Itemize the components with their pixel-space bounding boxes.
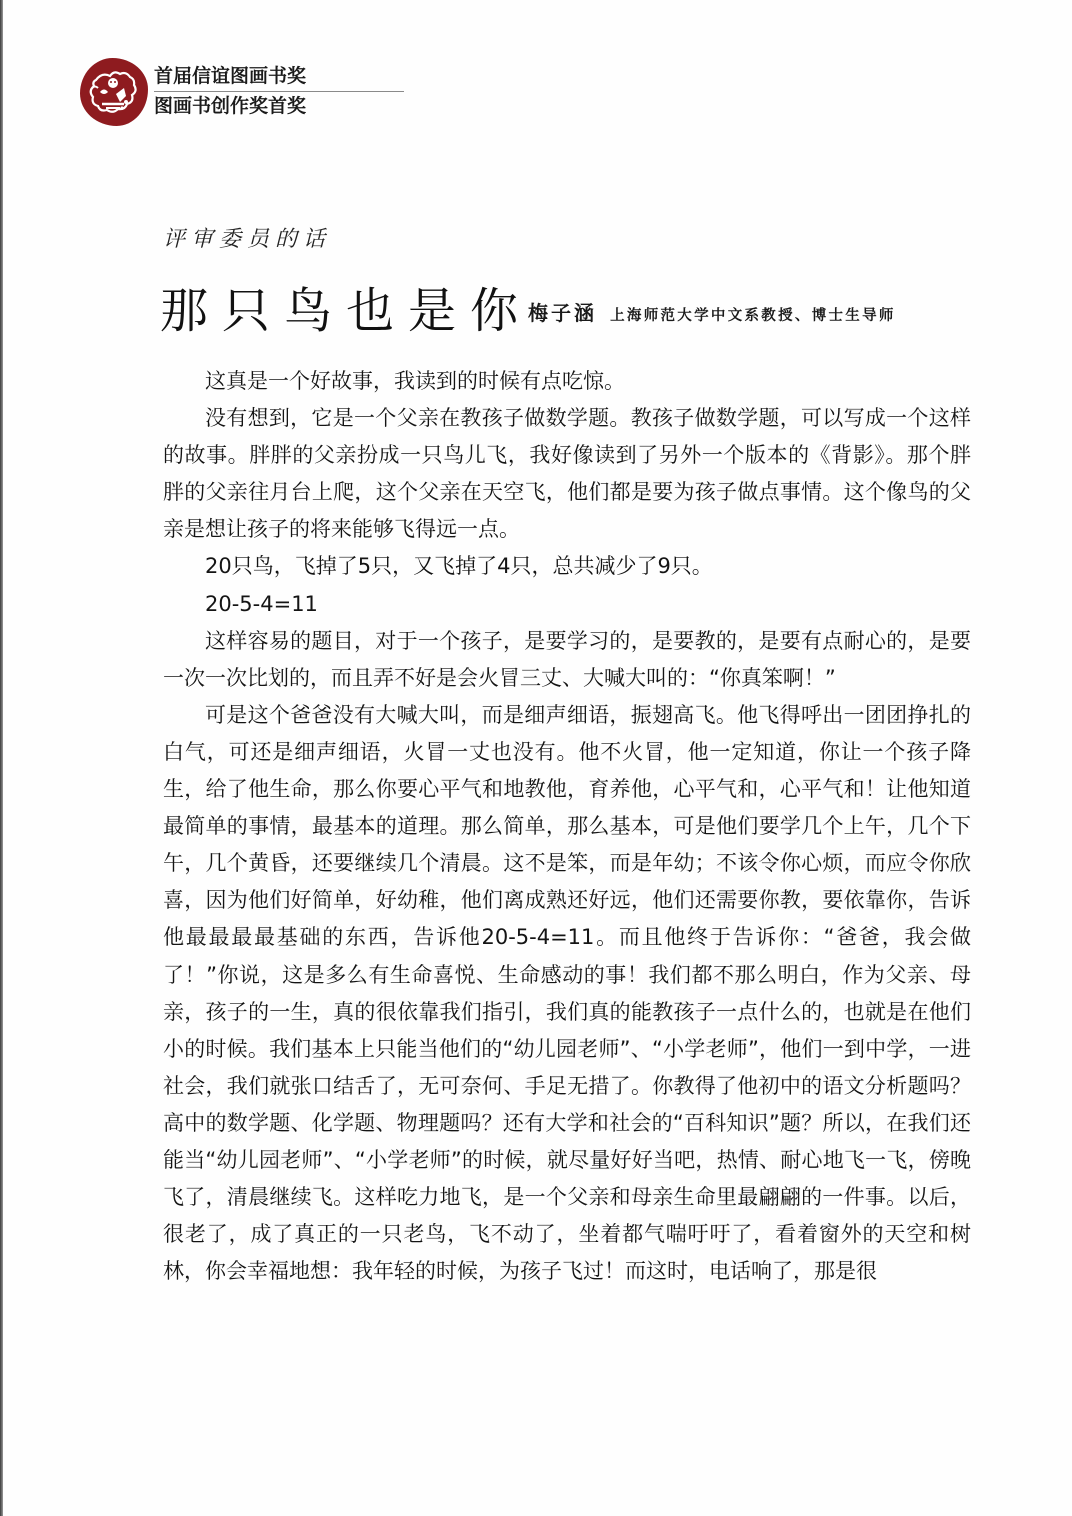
paragraph: 这真是一个好故事，我读到的时候有点吃惊。 — [205, 369, 625, 393]
paragraph: 这样容易的题目，对于一个孩子，是要学习的，是要教的，是要有点耐心的，是要一次一次比划的，而且弄不好是会火冒三丈、大喊大叫的：“你真笨啊！” — [163, 628, 971, 690]
award-title: 首届信谊图画书奖 — [154, 65, 307, 87]
paragraph: 可是这个爸爸没有大喊大叫，而是细声细语，振翅高飞。他飞得呼出一团团挣扎的白气，可还是细声细语，火冒一丈也没有。他不火冒，他一定知道，你让一个孩子降生，给了他生命，那么你要心平气和地教他，育养他，心平气和，心平气和！让他知道最简单的事情，最基本的道理。那么简单，那么基本，可是他们要学几个上午，几个下午，几个黄昏，还要继续几个清晨。这不是笨，而是年幼；不该令你心烦，而应令你欣喜，因为他们好简单，好幼稚，他们离成熟还好远，他们还需要你教，要依靠你，告诉他最最最最基础的东西，告诉他20-5-4=11。而且他终于告诉你：“爸爸，我会做了！”你说，这是多么有生命喜悦、生命感动的事！我们都不那么明白，作为父亲、母亲，孩子的一生，真的很依靠我们指引，我们真的能教孩子一点什么的，也就是在他们小的时候。我们基本上只能当他们的“幼儿园老师”、“小学老师”，他们一到中学，一进社会，我们就张口结舌了，无可奈何、手足无措了。你教得了他初中的语文分析题吗？高中的数学题、化学题、物理题吗？还有大学和社会的“百科知识”题？所以，在我们还能当“幼儿园老师”、“小学老师”的时候，就尽量好好当吧，热情、耐心地飞一飞，傍晚飞了，清晨继续飞。这样吃力地飞，是一个父亲和母亲生命里最翩翩的一件事。以后，很老了，成了真正的一只老鸟，飞不动了，坐着都气喘吁吁了，看着窗外的天空和树林，你会幸福地想：我年轻的时候，为孩子飞过！而这时，电话响了，那是很 — [163, 702, 971, 1284]
paragraph: 没有想到，它是一个父亲在教孩子做数学题。教孩子做数学题，可以写成一个这样的故事。胖胖的父亲扮成一只鸟儿飞，我好像读到了另外一个版本的《背影》。那个胖胖的父亲往月台上爬，这个父亲在天空飞，他们都是要为孩子做点事情。这个像鸟的父亲是想让孩子的将来能够飞得远一点。 — [163, 406, 971, 542]
award-divider — [154, 91, 404, 92]
award-subtitle: 图画书创作奖首奖 — [154, 95, 307, 117]
paragraph: 20只鸟，飞掉了5只，又飞掉了4只，总共减少了9只。 — [205, 554, 713, 579]
byline — [528, 297, 896, 326]
section-kicker: 评审委员的话 — [163, 227, 332, 252]
article-body — [163, 363, 971, 1290]
author-affiliation: 上海师范大学中文系教授、博士生导师 — [610, 307, 896, 324]
article-title: 那只鸟也是你 — [160, 283, 533, 339]
scan-edge-shadow — [0, 0, 3, 1516]
paragraph: 20-5-4=11 — [205, 591, 318, 616]
author-name: 梅子涵 — [528, 301, 597, 325]
award-seal-logo-icon — [80, 58, 148, 126]
